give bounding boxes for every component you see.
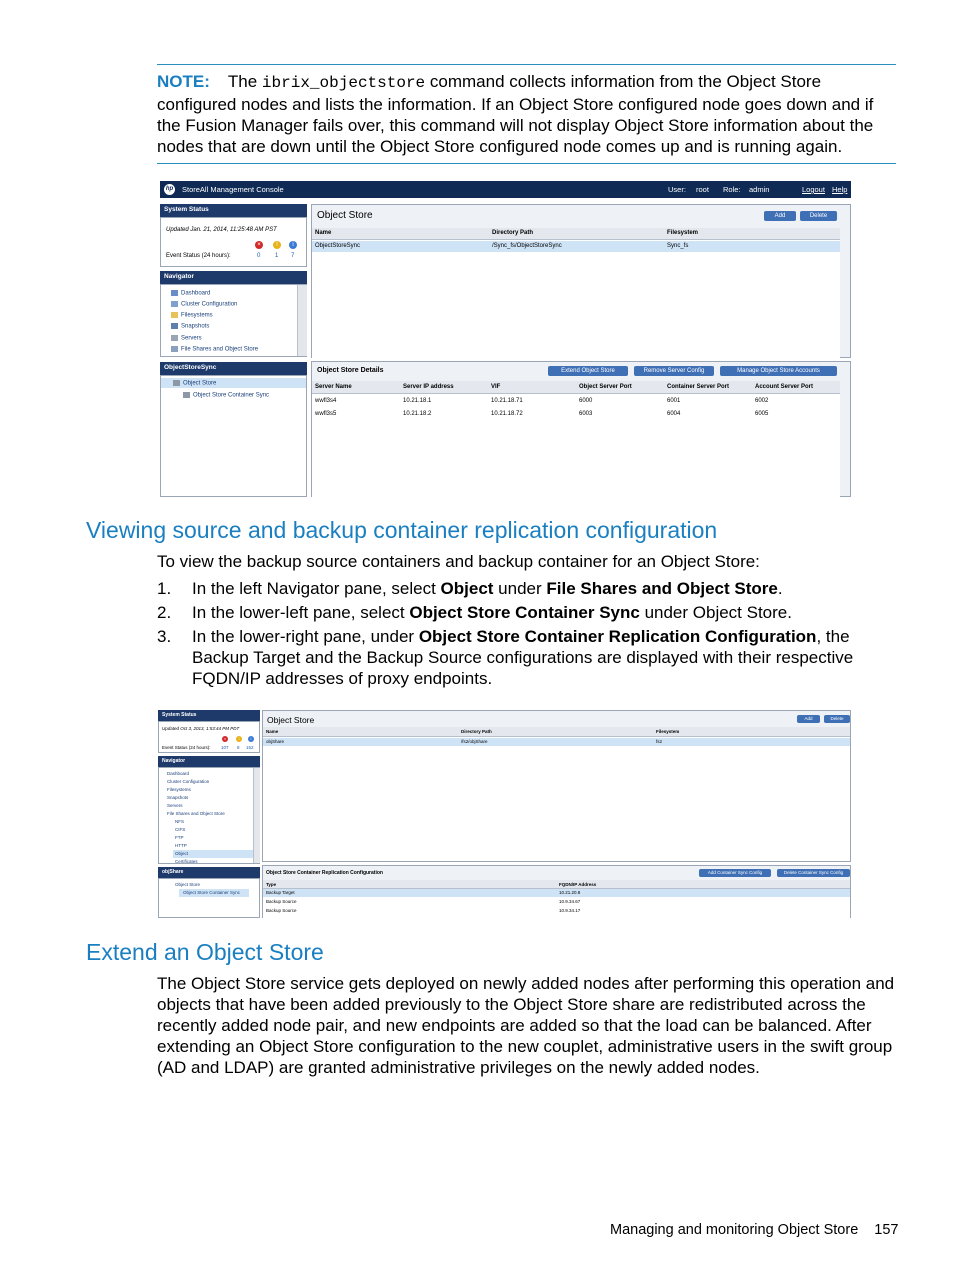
step-number: 3. bbox=[157, 627, 172, 646]
manage-accounts-button[interactable]: Manage Object Store Accounts bbox=[720, 366, 837, 376]
cell: 6003 bbox=[579, 411, 593, 417]
col-name[interactable]: Name bbox=[315, 230, 332, 236]
cell-filesystem: Sync_fs bbox=[667, 243, 689, 249]
col-vif[interactable]: VIF bbox=[491, 384, 501, 390]
nav-item-nfs[interactable]: NFS bbox=[175, 819, 184, 824]
details-title: Object Store Details bbox=[317, 367, 384, 374]
step-1 bbox=[157, 578, 897, 599]
cell: Backup Target bbox=[266, 890, 295, 895]
replication-config-panel bbox=[262, 865, 851, 918]
system-status-header: System Status bbox=[160, 204, 307, 217]
step-text: In the left Navigator pane, select bbox=[192, 579, 441, 598]
hp-logo-icon: hp bbox=[164, 184, 175, 195]
cell: 6001 bbox=[667, 398, 681, 404]
table-row[interactable] bbox=[263, 738, 850, 746]
cell: wwfl3s5 bbox=[315, 411, 337, 417]
nav-item-cluster-configuration[interactable]: Cluster Configuration bbox=[167, 779, 210, 784]
details-table bbox=[312, 381, 840, 497]
nav-item-snapshots[interactable]: Snapshots bbox=[167, 795, 189, 800]
nav-item-ftp[interactable]: FTP bbox=[175, 835, 184, 840]
delete-button[interactable]: Delete bbox=[824, 715, 850, 723]
nav-label: Snapshots bbox=[181, 323, 210, 330]
col-fqdn[interactable]: FQDN/IP Address bbox=[559, 882, 597, 887]
section1-intro: To view the backup source containers and backup container for an Object Store: bbox=[157, 552, 760, 571]
event-count-critical[interactable]: 0 bbox=[257, 253, 261, 259]
server-icon bbox=[171, 335, 178, 341]
critical-icon: × bbox=[223, 736, 227, 741]
event-status-label: Event Status (24 hours): bbox=[166, 253, 231, 259]
extend-object-store-button[interactable]: Extend Object Store bbox=[548, 366, 628, 376]
event-status-label: Event Status (24 hours): bbox=[162, 745, 211, 750]
section-heading-replication: Viewing source and backup container replication configuration bbox=[86, 517, 718, 543]
col-server-name[interactable]: Server Name bbox=[315, 384, 352, 390]
cell: 6005 bbox=[755, 411, 769, 417]
snapshot-icon bbox=[171, 323, 178, 329]
tree-label: Object Store Container Sync bbox=[193, 392, 270, 399]
replication-title: Object Store Container Replication Configuration bbox=[266, 870, 383, 876]
object-store-details-panel bbox=[311, 361, 851, 497]
delete-button[interactable]: Delete bbox=[800, 211, 837, 221]
note-text-after: command collects information from the Object Store configured nodes and lists the information. If an Object Store configured node goes down and if the Fusion Manager fails over, this command will not display Object Store information about the nodes that are down until the Object Store configured node comes up and is running again. bbox=[157, 72, 874, 156]
nav-item-dashboard[interactable]: Dashboard bbox=[167, 771, 190, 776]
col-filesystem[interactable]: Filesystem bbox=[667, 230, 699, 236]
step-3 bbox=[157, 626, 897, 689]
cell: 10.9.34.67 bbox=[559, 899, 581, 904]
cell: 10.21.18.71 bbox=[491, 398, 523, 404]
page-footer bbox=[610, 1222, 898, 1238]
footer-title: Managing and monitoring Object Store bbox=[610, 1222, 859, 1238]
tree-item-object-store[interactable]: Object Store bbox=[175, 882, 201, 887]
nav-label: File Shares and Object Store bbox=[181, 346, 259, 353]
cell: 10.9.34.17 bbox=[559, 908, 581, 913]
cell: 10.21.18.1 bbox=[403, 398, 432, 404]
navigator-scrollbar[interactable] bbox=[253, 768, 260, 863]
nav-item-object[interactable]: Object bbox=[175, 851, 189, 856]
nav-item-file-shares[interactable] bbox=[171, 346, 258, 353]
nav-label: Dashboard bbox=[181, 290, 211, 297]
cell: Backup Source bbox=[266, 899, 297, 904]
add-button[interactable]: Add bbox=[764, 211, 796, 221]
screenshot-replication-config bbox=[158, 710, 851, 918]
step-text: In the lower-right pane, under bbox=[192, 627, 419, 646]
object-store-panel bbox=[262, 710, 851, 862]
nav-item-certificates[interactable]: Certificates bbox=[175, 859, 198, 864]
step-number: 2. bbox=[157, 603, 172, 622]
nav-item-servers[interactable]: Servers bbox=[167, 803, 183, 808]
nav-item-snapshots[interactable] bbox=[171, 323, 209, 330]
step-text: In the lower-left pane, select bbox=[192, 603, 410, 622]
event-count-critical[interactable]: 107 bbox=[221, 745, 229, 750]
nav-label: Servers bbox=[181, 335, 202, 342]
cell-name: ObjectStoreSync bbox=[315, 243, 361, 249]
navigator-panel bbox=[160, 284, 307, 357]
delete-container-sync-button[interactable]: Delete Container Sync Config bbox=[777, 869, 850, 877]
nav-item-dashboard[interactable] bbox=[171, 290, 210, 297]
system-status-panel bbox=[160, 217, 307, 267]
dashboard-icon bbox=[171, 290, 178, 296]
step-bold: Object Store Container Replication Configuration bbox=[418, 627, 817, 646]
cell-filesystem: fs2 bbox=[656, 739, 663, 744]
event-count-info[interactable]: 7 bbox=[291, 253, 295, 259]
tree-item-object-store[interactable] bbox=[173, 380, 216, 387]
step-bold: Object Store Container Sync bbox=[409, 603, 640, 622]
step-number: 1. bbox=[157, 579, 172, 598]
step-text: . bbox=[777, 579, 783, 598]
object-store-title: Object Store bbox=[267, 715, 315, 725]
event-count-warning[interactable]: 1 bbox=[275, 253, 279, 259]
table-row[interactable] bbox=[312, 241, 840, 252]
col-name[interactable]: Name bbox=[266, 729, 279, 734]
table-header bbox=[312, 228, 840, 240]
nav-item-filesystems[interactable]: Filesystems bbox=[167, 787, 191, 792]
nav-item-file-shares[interactable]: File Shares and Object Store bbox=[167, 811, 225, 816]
tree-item-container-sync[interactable]: Object Store Container Sync bbox=[183, 890, 241, 895]
folder-icon bbox=[171, 312, 178, 318]
table-row-selected[interactable] bbox=[263, 889, 850, 897]
warning-icon: ! bbox=[236, 736, 242, 742]
col-object-port[interactable]: Object Server Port bbox=[579, 384, 632, 390]
nav-item-filesystems[interactable] bbox=[171, 312, 213, 319]
console-title-bar bbox=[160, 181, 851, 198]
object-store-title: Object Store bbox=[317, 210, 373, 221]
info-icon: i bbox=[289, 241, 297, 249]
page-number: 157 bbox=[874, 1222, 899, 1238]
updated-time: Updated Jan. 21, 2014, 11:25:48 AM PST bbox=[166, 227, 277, 233]
cell-directory: /fs2/objShare bbox=[461, 739, 488, 744]
updated-time: Updated Oct 3, 2013, 1:53:44 PM PDT bbox=[162, 726, 240, 731]
info-icon: i bbox=[248, 736, 254, 742]
step-bold: File Shares and Object Store bbox=[546, 579, 778, 598]
note-label: NOTE: bbox=[157, 72, 210, 91]
add-container-sync-button[interactable]: Add Container Sync Config bbox=[699, 869, 771, 877]
step-2 bbox=[157, 602, 897, 623]
help-link[interactable]: Help bbox=[832, 185, 848, 194]
cell: 10.21.18.72 bbox=[491, 411, 523, 417]
col-container-port[interactable]: Container Server Port bbox=[667, 384, 730, 390]
note-command: ibrix_objectstore bbox=[261, 74, 426, 92]
step-text: under bbox=[493, 579, 547, 598]
nav-item-cluster-configuration[interactable] bbox=[171, 301, 237, 308]
step-text: , the Backup Target and the Backup Source configurations are displayed with their respective FQDN/IP addresses of proxy endpoints. bbox=[192, 627, 854, 688]
tree-item-container-sync[interactable] bbox=[183, 392, 269, 399]
add-button[interactable]: Add bbox=[797, 715, 820, 723]
role-value: admin bbox=[749, 185, 770, 194]
note-box bbox=[157, 64, 896, 164]
nav-item-servers[interactable] bbox=[171, 335, 202, 342]
col-account-port[interactable]: Account Server Port bbox=[755, 384, 814, 390]
tree-label: Object Store bbox=[183, 380, 217, 387]
cell-name: objShare bbox=[266, 739, 285, 744]
nav-item-cifs[interactable]: CIFS bbox=[175, 827, 186, 832]
cell: 10.21.20.8 bbox=[559, 890, 581, 895]
col-type[interactable]: Type bbox=[266, 882, 277, 887]
cell: 10.21.18.2 bbox=[403, 411, 432, 417]
cell-directory: /Sync_fs/ObjectStoreSync bbox=[492, 243, 562, 249]
navigator-header: Navigator bbox=[158, 756, 260, 767]
object-store-icon bbox=[173, 380, 180, 386]
cell: 6002 bbox=[755, 398, 769, 404]
nav-item-http[interactable]: HTTP bbox=[175, 843, 187, 848]
col-server-ip[interactable]: Server IP address bbox=[403, 384, 454, 390]
col-directory[interactable]: Directory Path bbox=[492, 230, 534, 236]
tree-header: objShare bbox=[158, 867, 260, 878]
cluster-icon bbox=[171, 301, 178, 307]
table-header bbox=[263, 727, 850, 737]
col-directory[interactable]: Directory Path bbox=[461, 729, 492, 734]
table-header bbox=[263, 880, 850, 889]
logout-link[interactable]: Logout bbox=[802, 185, 825, 194]
section-heading-extend: Extend an Object Store bbox=[86, 939, 324, 965]
container-sync-icon bbox=[183, 392, 190, 398]
critical-icon: × bbox=[255, 241, 263, 249]
col-filesystem[interactable]: Filesystem bbox=[656, 729, 680, 734]
system-status-panel bbox=[158, 721, 260, 753]
user-value: root bbox=[696, 185, 709, 194]
cell: wwfl3s4 bbox=[315, 398, 337, 404]
screenshot-management-console bbox=[160, 181, 851, 497]
cell: Backup Source bbox=[266, 908, 297, 913]
system-status-header: System Status bbox=[158, 710, 260, 721]
navigator-scrollbar[interactable] bbox=[297, 285, 307, 356]
object-store-table bbox=[312, 228, 840, 358]
warning-icon: ! bbox=[273, 241, 281, 249]
event-count-info[interactable]: 152 bbox=[246, 745, 254, 750]
tree-panel bbox=[160, 375, 307, 497]
navigator-header: Navigator bbox=[160, 271, 307, 284]
tree-panel bbox=[158, 878, 260, 918]
user-label: User: bbox=[668, 185, 686, 194]
tree-header: ObjectStoreSync bbox=[160, 362, 307, 375]
nav-label: Filesystems bbox=[181, 312, 213, 319]
nav-label: Cluster Configuration bbox=[181, 301, 238, 308]
cell: 6000 bbox=[579, 398, 593, 404]
object-store-panel bbox=[311, 204, 851, 358]
note-text-before: The bbox=[227, 72, 262, 91]
steps-list bbox=[157, 578, 897, 692]
step-bold: Object bbox=[440, 579, 494, 598]
cell: 6004 bbox=[667, 411, 681, 417]
share-icon bbox=[171, 346, 178, 352]
role-label: Role: bbox=[723, 185, 741, 194]
navigator-panel bbox=[158, 767, 260, 864]
step-text: under Object Store. bbox=[639, 603, 792, 622]
remove-server-config-button[interactable]: Remove Server Config bbox=[634, 366, 714, 376]
section2-body: The Object Store service gets deployed on newly added nodes after performing this operation and objects that have been added previously to the Object Store share are redistributed across the recently added node pair, and new endpoints are added so that the load can be balanced. After extending an Object Store configuration to the new couplet, administrative users in the swift group (AD and LDAP) are granted administrative privileges on the newly added nodes. bbox=[157, 974, 895, 1077]
app-title: StoreAll Management Console bbox=[182, 185, 284, 194]
replication-table bbox=[263, 880, 850, 918]
event-count-warning[interactable]: 8 bbox=[237, 745, 240, 750]
object-store-table bbox=[263, 727, 850, 861]
